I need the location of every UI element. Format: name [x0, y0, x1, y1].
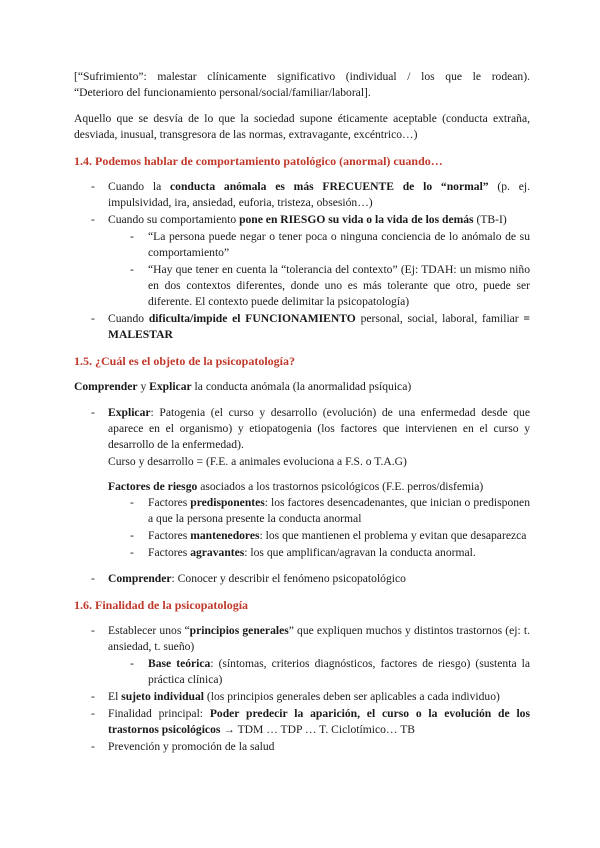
sub-list-item: - “Hay que tener en cuenta la “tolerancia del contexto” (Ej: TDAH: un mismo niño en dos contextos diferentes, donde uno es más tolerante que otro, puede ser diferente. El contexto puede delimitar la psicopatología): [130, 263, 530, 308]
bullet-dash: -: [130, 657, 134, 670]
section-heading-1-4: 1.4. Podemos hablar de comportamiento patológico (anormal) cuando…: [74, 154, 443, 168]
list-item: - Establecer unos “principios generales” que expliquen muchos y distintos trastornos (ej: t. ansiedad, t. sueño): [91, 624, 530, 653]
bullet-dash: -: [91, 312, 95, 325]
intro-text: [“Sufrimiento”: malestar clínicamente significativo (individual / los que le rodean).: [74, 70, 530, 83]
sub-list-item: - Factores agravantes: los que amplifican/agravan la conducta anormal.: [130, 546, 476, 559]
list-item: - Finalidad principal: Poder predecir la aparición, el curso o la evolución de los trastornos psicológicos → TDM … TDP … T. Ciclotímico… TB: [91, 707, 530, 736]
bullet-dash: -: [91, 572, 95, 585]
emphasis: pone en RIESGO su vida o la vida de los demás: [239, 213, 474, 226]
section-heading-1-5: 1.5. ¿Cuál es el objeto de la psicopatología?: [74, 354, 295, 368]
list-item: - Cuando dificulta/impide el FUNCIONAMIENTO personal, social, laboral, familiar = MALESTAR: [91, 312, 531, 341]
bullet-dash: -: [91, 690, 95, 703]
intro-line-1: [74, 69, 530, 85]
list-item: - Comprender: Conocer y describir el fenómeno psicopatológico: [91, 572, 406, 585]
list-item: - Explicar: Patogenia (el curso y desarrollo (evolución) de una enfermedad desde que aparece en el organismo) y etiopatogenia (los factores que intervienen en el curso y desarrollo de la enfermedad).: [91, 406, 530, 451]
list-item: - El sujeto individual (los principios generales deben ser aplicables a cada individuo): [91, 690, 500, 703]
bullet-dash: -: [91, 707, 95, 720]
bullet-dash: -: [91, 624, 95, 637]
emphasis: Comprender: [108, 572, 172, 585]
emphasis: dificulta/impide el FUNCIONAMIENTO: [148, 312, 356, 325]
section-heading-1-6: 1.6. Finalidad de la psicopatología: [74, 598, 249, 612]
bullet-dash: -: [130, 263, 134, 276]
bullet-dash: -: [130, 529, 134, 542]
intro-paragraph-2: [74, 111, 530, 143]
bullet-dash: -: [130, 546, 134, 559]
sub-list-item: - Base teórica: (síntomas, criterios diagnósticos, factores de riesgo) (sustenta la práctica clínica): [130, 657, 530, 686]
bullet-dash: -: [91, 213, 95, 226]
list-item: - Cuando su comportamiento pone en RIESGO su vida o la vida de los demás (TB-I): [91, 213, 507, 226]
intro-text: Aquello que se desvía de lo que la sociedad supone éticamente aceptable (conducta extraña, desviada, inusual, transgresora de las normas, extravagante, excéntrico…): [74, 112, 530, 141]
curso-line: Curso y desarrollo = (F.E. a animales evoluciona a F.S. o T.A.G): [108, 455, 407, 468]
factores-line: Factores de riesgo asociados a los trastornos psicológicos (F.E. perros/disfemia): [108, 480, 484, 493]
paragraph: Comprender y Explicar la conducta anómala (la anormalidad psíquica): [74, 380, 412, 393]
bullet-dash: -: [91, 180, 95, 193]
intro-line-2: [74, 85, 530, 101]
bullet-dash: -: [130, 496, 134, 509]
emphasis: conducta anómala es más FRECUENTE de lo “normal”: [170, 180, 489, 193]
bullet-dash: -: [130, 230, 134, 243]
sub-list-item: - “La persona puede negar o tener poca o ninguna conciencia de lo anómalo de su comportamiento”: [130, 230, 530, 259]
sub-list-item: - Factores mantenedores: los que mantienen el problema y evitan que desaparezca: [130, 529, 527, 542]
emphasis: Explicar: [108, 406, 151, 419]
emphasis: = MALESTAR: [108, 312, 531, 341]
list-item: - Cuando la conducta anómala es más FRECUENTE de lo “normal” (p. ej. impulsividad, ira, ansiedad, euforia, tristeza, obsesión…): [91, 180, 531, 209]
sub-list-item: - Factores predisponentes: los factores desencadenantes, que inician o predisponen a que la persona presente la conducta anormal: [130, 496, 530, 525]
intro-text: “Deterioro del funcionamiento personal/social/familiar/laboral].: [74, 86, 371, 99]
document-content: [74, 69, 530, 756]
bullet-dash: -: [91, 740, 95, 753]
list-item: - Prevención y promoción de la salud: [91, 740, 275, 753]
bullet-dash: -: [91, 406, 95, 419]
